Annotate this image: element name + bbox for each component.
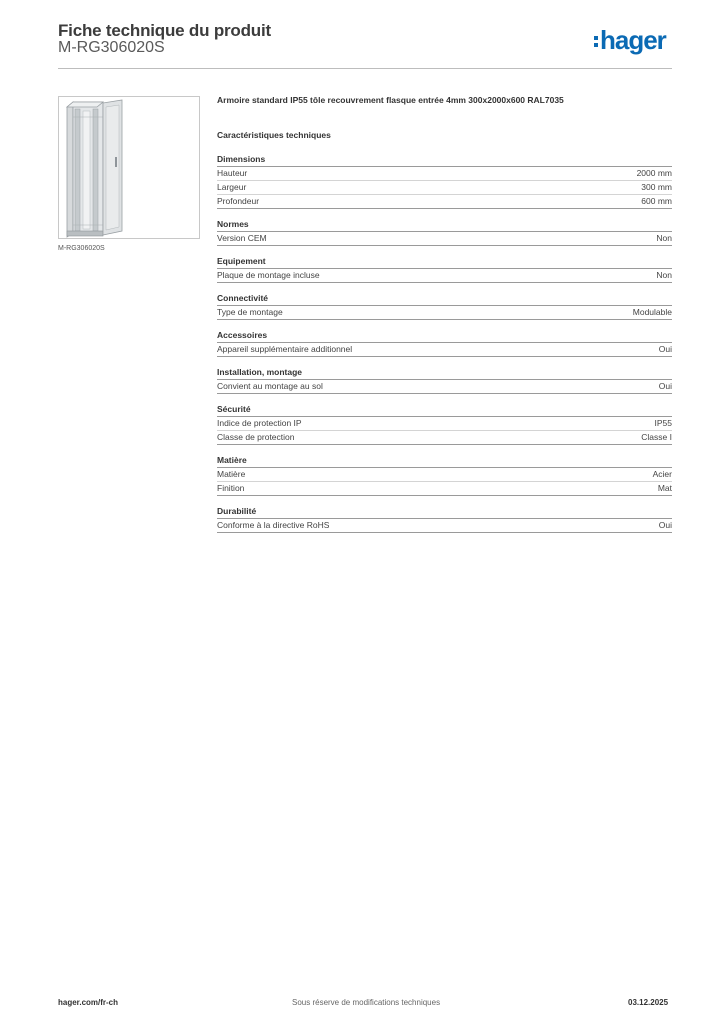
footer-date: 03.12.2025 — [628, 998, 669, 1007]
spec-label: Classe de protection — [217, 432, 295, 442]
spec-value: 2000 mm — [636, 168, 672, 178]
image-caption: M-RG306020S — [58, 245, 105, 252]
spec-label: Hauteur — [217, 168, 248, 178]
spec-value: Modulable — [632, 307, 672, 317]
spec-row — [217, 167, 672, 181]
spec-row — [217, 195, 672, 209]
section-title: Installation, montage — [217, 367, 672, 380]
spec-section — [217, 404, 672, 445]
spec-value: Oui — [658, 344, 672, 354]
spec-section — [217, 367, 672, 394]
logo-dots-icon — [594, 36, 598, 47]
section-title: Equipement — [217, 256, 672, 269]
document-title: Fiche technique du produit — [58, 21, 271, 40]
section-title: Dimensions — [217, 154, 672, 167]
spec-section — [217, 256, 672, 283]
specifications-panel — [217, 95, 672, 533]
section-title: Accessoires — [217, 330, 672, 343]
spec-value: Non — [656, 270, 672, 280]
spec-value: 600 mm — [641, 196, 672, 206]
product-reference: M-RG306020S — [58, 39, 165, 56]
product-description: Armoire standard IP55 tôle recouvrement flasque entrée 4mm 300x2000x600 RAL7035 — [217, 95, 564, 105]
spec-label: Indice de protection IP — [217, 418, 302, 428]
spec-value: Oui — [658, 520, 672, 530]
section-title: Connectivité — [217, 293, 672, 306]
spec-value: Acier — [652, 469, 672, 479]
spec-value: 300 mm — [641, 182, 672, 192]
spec-row — [217, 269, 672, 283]
cabinet-illustration — [59, 97, 199, 238]
spec-row — [217, 181, 672, 195]
section-title: Matière — [217, 455, 672, 468]
spec-label: Finition — [217, 483, 245, 493]
logo-wordmark: hager — [600, 25, 666, 55]
spec-label: Appareil supplémentaire additionnel — [217, 344, 353, 354]
spec-label: Plaque de montage incluse — [217, 270, 320, 280]
spec-label: Version CEM — [217, 233, 267, 243]
section-title: Durabilité — [217, 506, 672, 519]
spec-section — [217, 506, 672, 533]
footer-website-link[interactable]: hager.com/fr-ch — [58, 998, 119, 1007]
spec-section — [217, 154, 672, 209]
spec-row — [217, 232, 672, 246]
spec-sections — [217, 154, 672, 533]
spec-section — [217, 330, 672, 357]
spec-section — [217, 455, 672, 496]
spec-section — [217, 293, 672, 320]
spec-value: Mat — [657, 483, 672, 493]
spec-row — [217, 431, 672, 445]
header-divider — [58, 68, 672, 69]
spec-value: Classe I — [641, 432, 672, 442]
spec-label: Largeur — [217, 182, 247, 192]
spec-value: Non — [656, 233, 672, 243]
spec-row — [217, 417, 672, 431]
technical-characteristics-heading: Caractéristiques techniques — [217, 130, 331, 140]
product-image — [58, 96, 200, 239]
spec-label: Convient au montage au sol — [217, 381, 323, 391]
section-title: Sécurité — [217, 404, 672, 417]
spec-row — [217, 482, 672, 496]
footer-notice: Sous réserve de modifications techniques — [292, 998, 441, 1007]
spec-value: Oui — [658, 381, 672, 391]
spec-row — [217, 519, 672, 533]
spec-value: IP55 — [654, 418, 672, 428]
section-title: Normes — [217, 219, 672, 232]
spec-label: Matière — [217, 469, 246, 479]
spec-row — [217, 343, 672, 357]
spec-row — [217, 306, 672, 320]
spec-label: Profondeur — [217, 196, 260, 206]
spec-label: Conforme à la directive RoHS — [217, 520, 330, 530]
spec-row — [217, 468, 672, 482]
spec-section — [217, 219, 672, 246]
hager-logo — [594, 26, 666, 54]
spec-label: Type de montage — [217, 307, 283, 317]
spec-row — [217, 380, 672, 394]
